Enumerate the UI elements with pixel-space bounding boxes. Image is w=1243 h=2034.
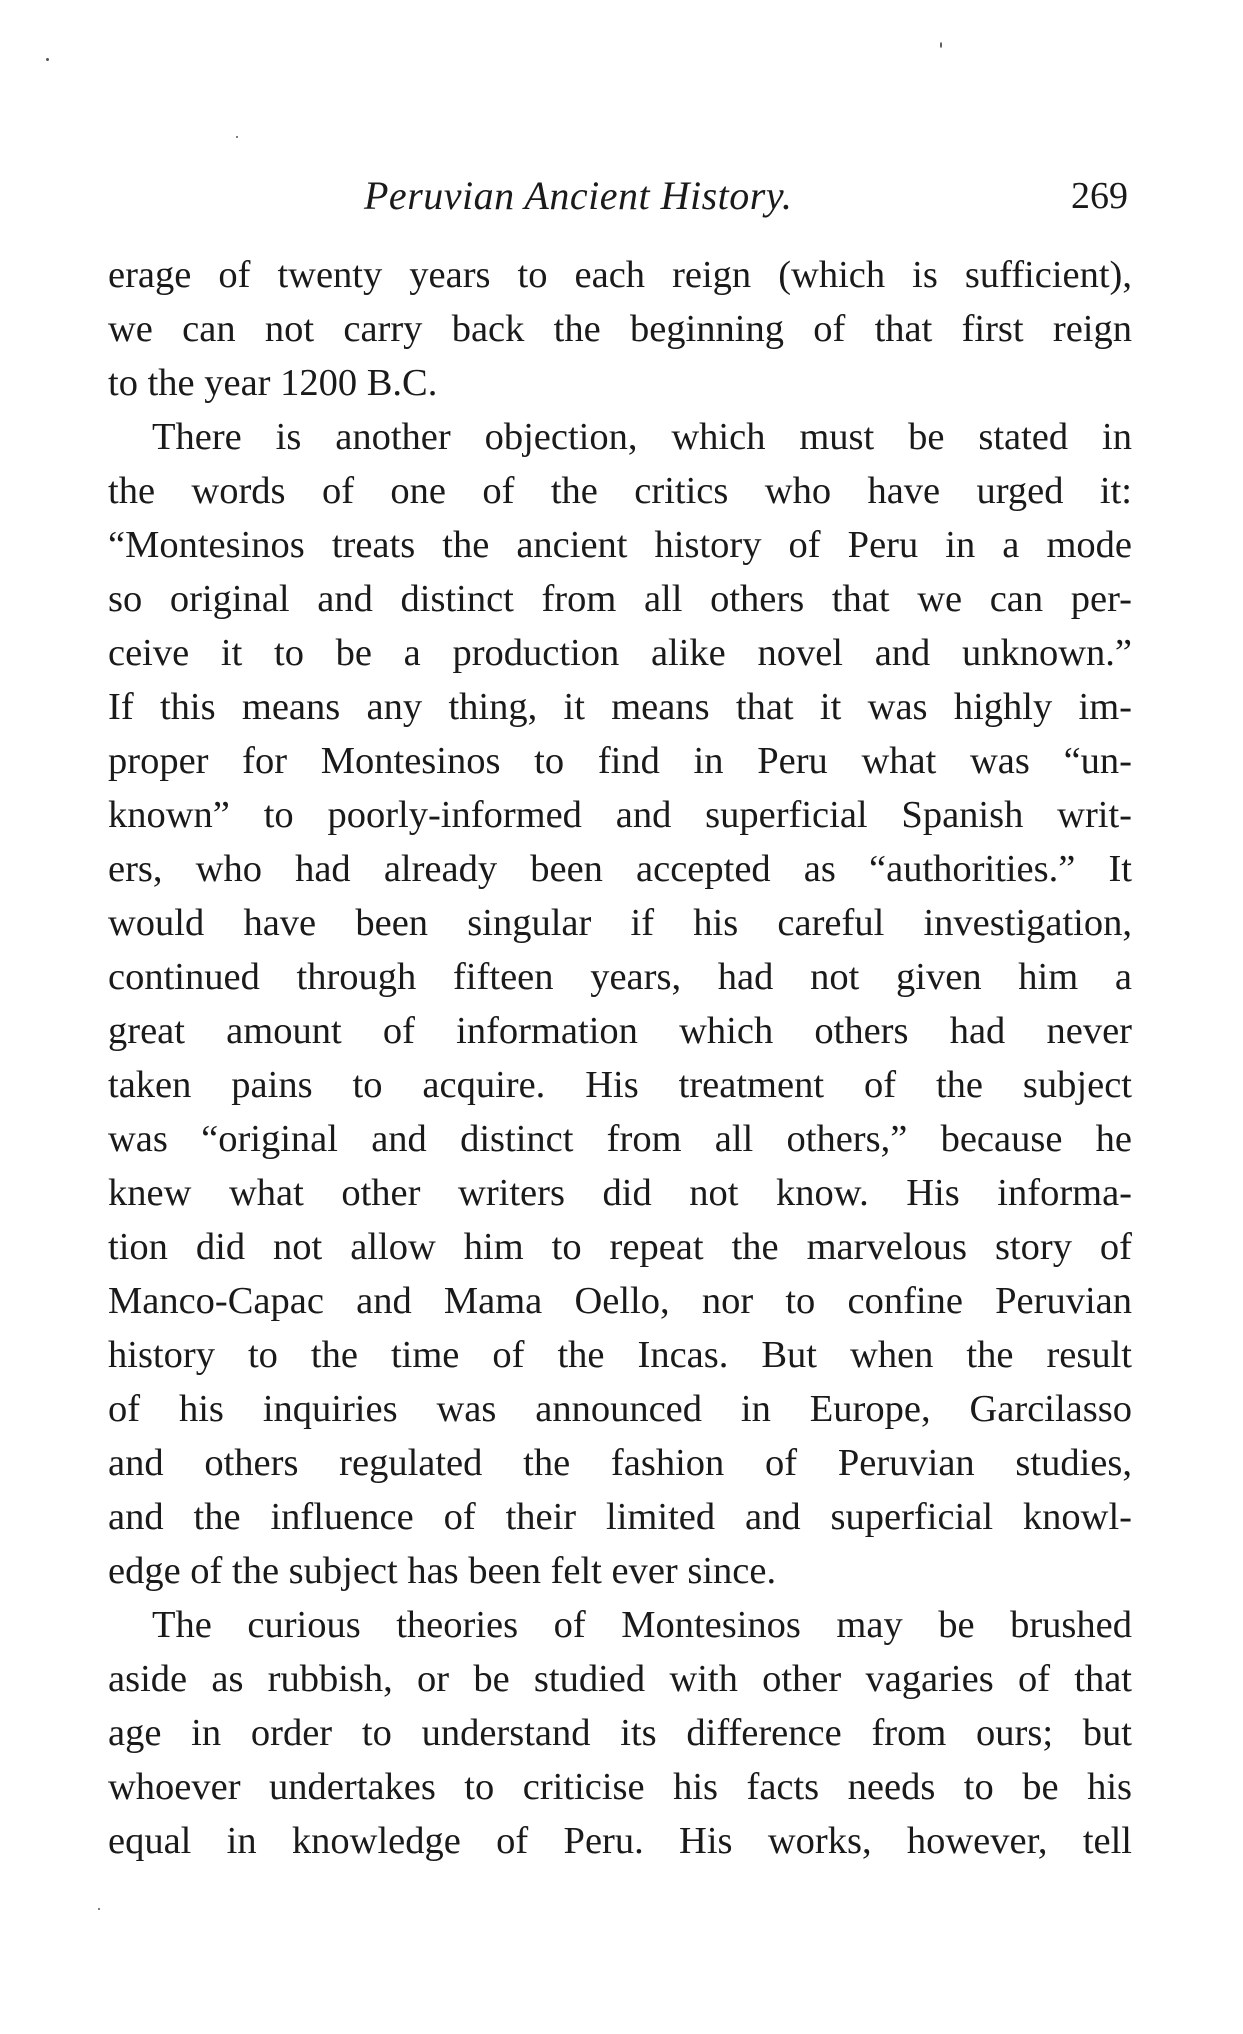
- text-line: ers, who had already been accepted as “authorities.” It: [108, 848, 1132, 890]
- text-line: history to the time of the Incas. But when the result: [108, 1334, 1132, 1376]
- text-line: and the influence of their limited and superficial knowl-: [108, 1496, 1132, 1538]
- text-line: knew what other writers did not know. His informa-: [108, 1172, 1132, 1214]
- print-speck: [940, 42, 942, 48]
- text-line: whoever undertakes to criticise his facts needs to be his: [108, 1766, 1132, 1808]
- text-line: If this means any thing, it means that it was highly im-: [108, 686, 1132, 728]
- text-line: edge of the subject has been felt ever since.: [108, 1550, 777, 1592]
- body-text: [108, 248, 1132, 1868]
- text-line: great amount of information which others had never: [108, 1010, 1132, 1052]
- text-line: tion did not allow him to repeat the marvelous story of: [108, 1226, 1132, 1268]
- text-line: equal in knowledge of Peru. His works, however, tell: [108, 1820, 1132, 1862]
- print-speck: [46, 58, 49, 61]
- paragraph: [108, 410, 1132, 1598]
- text-line: to the year 1200 B.C.: [108, 362, 438, 404]
- text-line: There is another objection, which must be stated in: [152, 416, 1132, 458]
- text-line: the words of one of the critics who have urged it:: [108, 470, 1132, 512]
- text-line: continued through fifteen years, had not given him a: [108, 956, 1132, 998]
- text-line: would have been singular if his careful investigation,: [108, 902, 1132, 944]
- text-line: and others regulated the fashion of Peruvian studies,: [108, 1442, 1132, 1484]
- text-line: The curious theories of Montesinos may be brushed: [152, 1604, 1132, 1646]
- paragraph: [108, 1598, 1132, 1868]
- page-header: [108, 168, 1132, 228]
- text-line: Manco-Capac and Mama Oello, nor to confine Peruvian: [108, 1280, 1132, 1322]
- text-line: ceive it to be a production alike novel and unknown.”: [108, 632, 1132, 674]
- running-title: Peruvian Ancient History.: [364, 173, 793, 218]
- text-line: erage of twenty years to each reign (which is sufficient),: [108, 254, 1132, 296]
- text-line: so original and distinct from all others that we can per-: [108, 578, 1132, 620]
- text-line: known” to poorly-informed and superficial Spanish writ-: [108, 794, 1132, 836]
- page-number: 269: [1071, 175, 1128, 217]
- text-line: taken pains to acquire. His treatment of the subject: [108, 1064, 1132, 1106]
- print-speck: [236, 136, 238, 138]
- text-line: of his inquiries was announced in Europe, Garcilasso: [108, 1388, 1132, 1430]
- text-line: we can not carry back the beginning of that first reign: [108, 308, 1132, 350]
- text-line: was “original and distinct from all others,” because he: [108, 1118, 1132, 1160]
- text-line: age in order to understand its difference from ours; but: [108, 1712, 1132, 1754]
- print-speck: [98, 1908, 100, 1910]
- text-line: “Montesinos treats the ancient history of Peru in a mode: [108, 524, 1132, 566]
- text-line: proper for Montesinos to find in Peru what was “un-: [108, 740, 1132, 782]
- paragraph: [108, 248, 1132, 410]
- text-line: aside as rubbish, or be studied with other vagaries of that: [108, 1658, 1132, 1700]
